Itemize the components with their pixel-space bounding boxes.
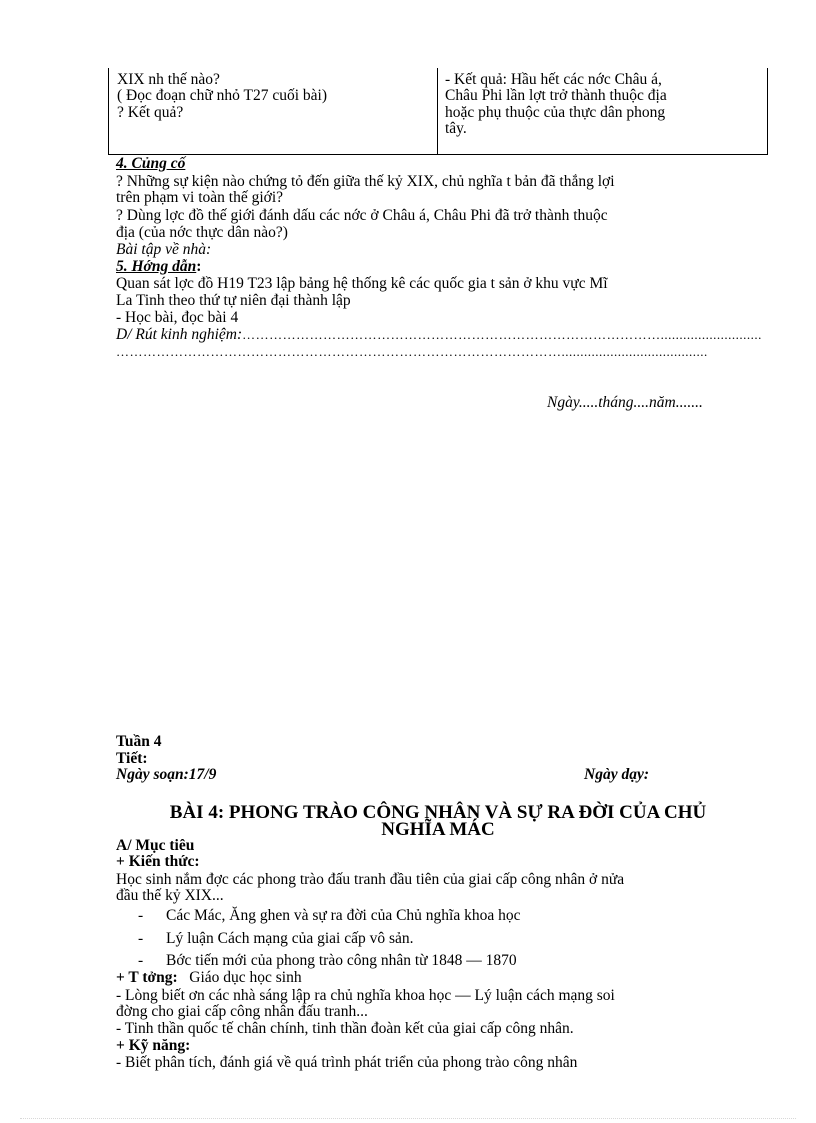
ideology-row — [116, 970, 302, 986]
table-answer-line: tây. — [445, 119, 467, 137]
table-cell-question — [117, 72, 433, 121]
experience-dots-line-2: ………………………………………………………………………………………....................................... — [116, 345, 708, 359]
lesson-title-line-1: BÀI 4: PHONG TRÀO CÔNG NHÂN VÀ SỰ RA ĐỜI CỦA CHỦ — [169, 802, 707, 823]
bullet-text: Các Mác, Ăng ghen và sự ra đời của Chủ nghĩa khoa học — [166, 907, 521, 924]
knowledge-bullet-2 — [138, 930, 414, 947]
table-column-divider — [437, 68, 438, 154]
table-question-line: ? Kết quả? — [117, 103, 184, 121]
knowledge-line-2: đầu thế kỷ XIX... — [116, 887, 224, 904]
ideology-text: Giáo dục học sinh — [189, 969, 302, 986]
section-4-heading: 4. Củng cố — [116, 155, 186, 172]
table-answer-line: Châu Phi lần lợt trở thành thuộc địa — [445, 87, 667, 105]
answer-table — [108, 68, 768, 155]
signature-date-line: Ngày.....tháng....năm....... — [547, 394, 703, 411]
homework-label: Bài tập về nhà: — [116, 241, 212, 258]
guide-line-2: La Tinh theo thứ tự niên đại thành lập — [116, 292, 351, 309]
bullet-dash-icon: - — [138, 930, 144, 947]
guide-line-1: Quan sát lợc đồ H19 T23 lập bảng hệ thống kê các quốc gia t sản ở khu vực Mĩ — [116, 275, 608, 292]
review-question-1: ? Những sự kiện nào chứng tỏ đến giữa thế kỷ XIX, chủ nghĩa t bản đã thắng lợi — [116, 173, 615, 190]
table-answer-line: hoặc phụ thuộc của thực dân phong — [445, 103, 666, 121]
ideology-line-2: đờng cho giai cấp công nhân đấu tranh... — [116, 1003, 368, 1020]
section-5-colon: : — [196, 258, 202, 275]
lesson-title-line-2: NGHĨA MÁC — [381, 819, 495, 840]
prep-date: Ngày soạn:17/9 — [116, 766, 217, 783]
review-question-2: ? Dùng lợc đồ thế giới đánh dấu các nớc ở Châu á, Châu Phi đã trở thành thuộc — [116, 207, 608, 224]
ideology-line-3: - Tinh thần quốc tế chân chính, tinh thần đoàn kết của giai cấp công nhân. — [116, 1020, 574, 1037]
experience-dots: …………………………………………………………………………………........................... — [242, 327, 762, 342]
ideology-line-1: - Lòng biết ơn các nhà sáng lập ra chủ nghĩa khoa học — Lý luận cách mạng soi — [116, 987, 615, 1004]
teach-date: Ngày dạy: — [584, 766, 649, 783]
table-question-line: ( Đọc đoạn chữ nhỏ T27 cuối bài) — [117, 87, 327, 105]
section-5-heading — [116, 259, 201, 275]
ideology-label: + T tởng: — [116, 969, 178, 986]
objectives-heading: A/ Mục tiêu — [116, 837, 195, 854]
review-question-2-cont: địa (của nớc thực dân nào?) — [116, 224, 288, 241]
page-bottom-rule — [20, 1118, 796, 1119]
bullet-dash-icon: - — [138, 952, 144, 969]
table-question-line: XIX nh thế nào? — [117, 71, 220, 88]
knowledge-line-1: Học sinh nắm đợc các phong trào đấu tranh đầu tiên của giai cấp công nhân ở nửa — [116, 871, 625, 888]
bullet-text: Bớc tiến mới của phong trào công nhân từ 1848 — 1870 — [166, 952, 517, 969]
bullet-dash-icon: - — [138, 907, 144, 924]
guide-line-3: - Học bài, đọc bài 4 — [116, 309, 239, 326]
knowledge-bullet-1 — [138, 907, 521, 924]
section-5-title: 5. Hớng dẫn — [116, 258, 197, 275]
knowledge-heading: + Kiến thức: — [116, 853, 200, 870]
experience-label: D/ Rút kinh nghiệm: — [116, 326, 243, 343]
review-question-1-cont: trên phạm vi toàn thế giới? — [116, 189, 284, 206]
skills-line-1: - Biết phân tích, đánh giá về quá trình phát triển của phong trào công nhân — [116, 1054, 578, 1071]
experience-row — [116, 327, 762, 343]
period-label: Tiết: — [116, 750, 148, 767]
bullet-text: Lý luận Cách mạng của giai cấp vô sản. — [166, 930, 414, 947]
skills-heading: + Kỹ năng: — [116, 1037, 191, 1054]
table-answer-line: - Kết quả: Hầu hết các nớc Châu á, — [445, 71, 662, 88]
table-cell-answer — [445, 72, 741, 137]
week-label: Tuần 4 — [116, 733, 162, 750]
knowledge-bullet-3 — [138, 952, 517, 969]
